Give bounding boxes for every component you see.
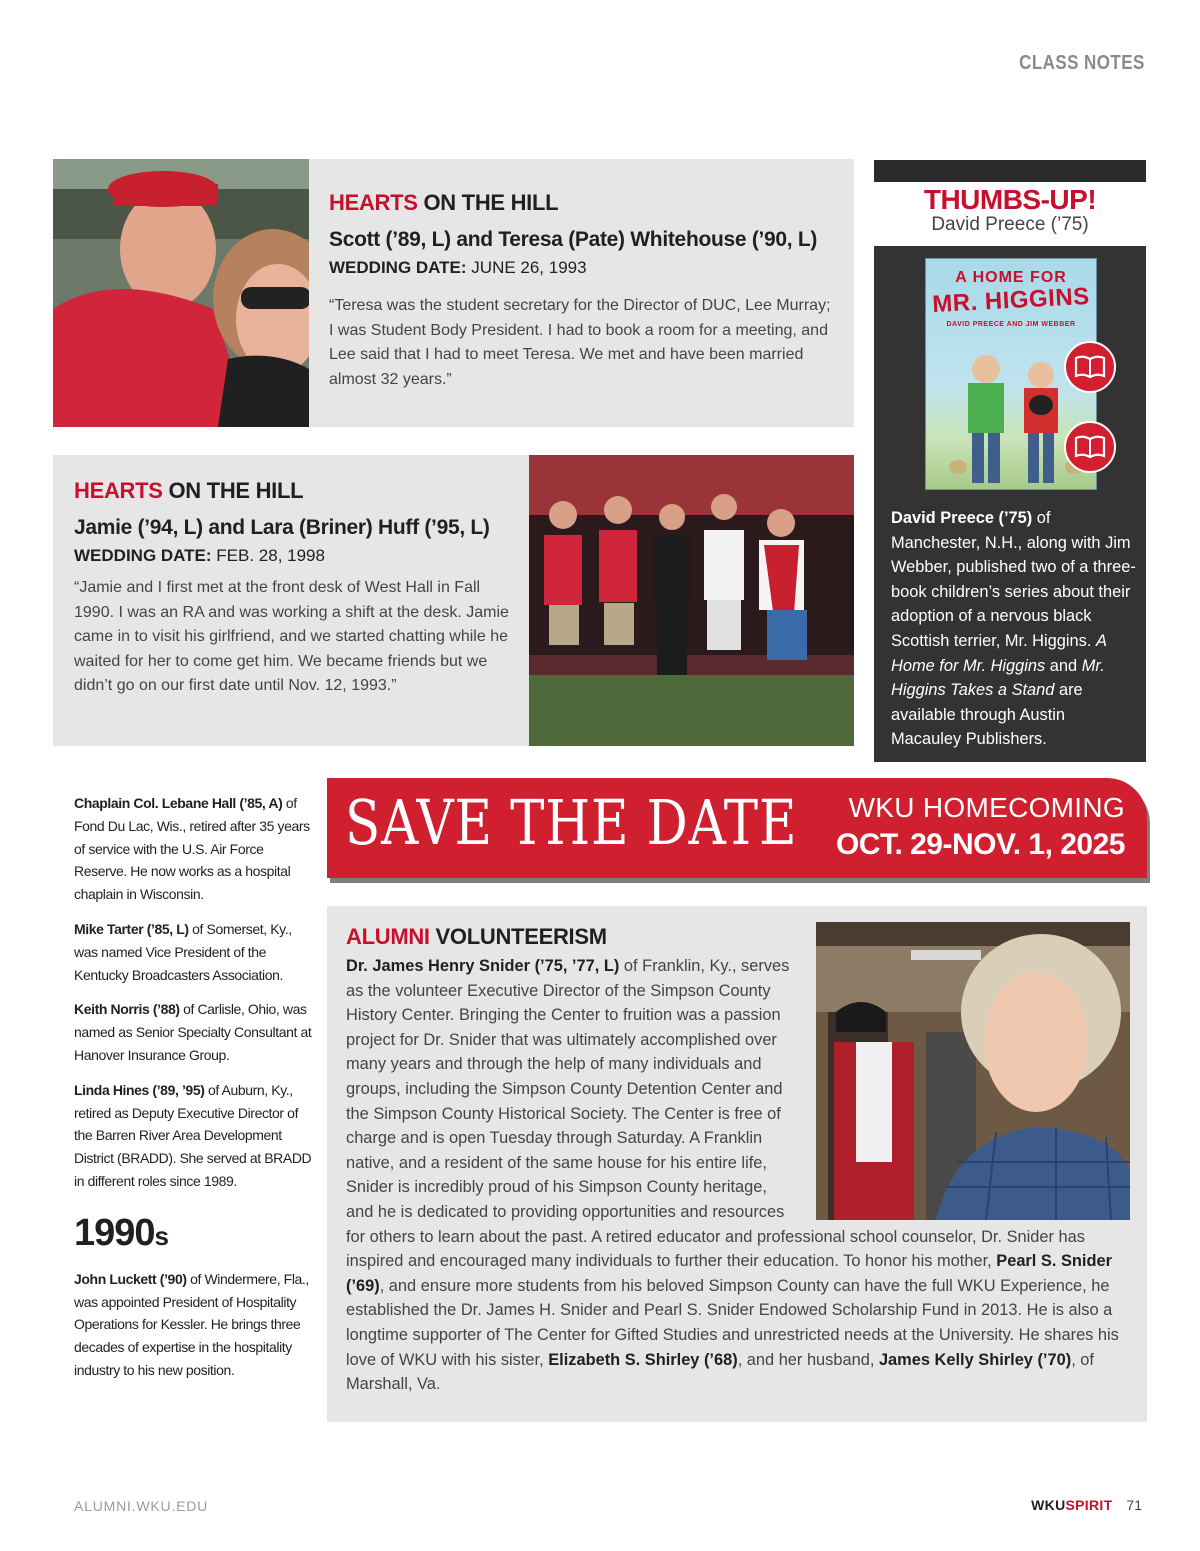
volunteer-text-1: of Franklin, Ky., serves as the volunteer Executive Director of the Simpson County History Center. Bringing the Center to fruition was a passion project for Dr. Snider that was ultimately accomplished over many years and through the help of many individuals and groups, including the Simpson County Detention Center and the Simpson County Historical Society. The Center is free of charge and is open Tuesday through Saturday. A Franklin native, and a resident of the same house for his entire life, Snider is incredibly proud of his Simpson County heritage, and he is dedicated to providing opportunities and resources for others to learn about the past. A retired educator and professional school counselor, Dr. Snider has inspired and encouraged many individuals to further their education. To honor his mother, — [346, 957, 1085, 1271]
thumbs-text-1: of Manchester, N.H., along with Jim Webber, published two of a three-book children’s series about their adoption of a nervous black Scottish terrier, Mr. Higgins. — [891, 509, 1136, 650]
volunteer-text-2: , and ensure more students from his beloved Simpson County can have the full WKU Experience, he established the Dr. James H. Snider and Pearl S. Snider Endowed Scholarship Fund in 2013. He is also a longtime supporter of The Center for Gifted Studies and unrestricted needs at the University. He shares his love of WKU with his sister, — [346, 1276, 1119, 1369]
volunteer-mother: Pearl S. Snider (’69) — [346, 1252, 1112, 1295]
volunteer-sister: Elizabeth S. Shirley (’68) — [548, 1350, 738, 1369]
story2-quote: “Jamie and I first met at the front desk of West Hall in Fall 1990. I was an RA and was working a shift at the desk. Jamie came in to visit his girlfriend, and we started chatting while he waited for her to come get him. We became friends but we didn’t go on our first date until Nov. 12, 1993.” — [74, 579, 509, 695]
page-number: 71 — [1126, 1497, 1142, 1513]
story2-heading — [74, 478, 514, 504]
book-icon[interactable] — [1064, 421, 1116, 473]
story1-quote: “Teresa was the student secretary for the Director of DUC, Lee Murray; I was Student Body President. I had to book a room for a meeting, and Lee said that I had to meet Teresa. We met and have been married almost 32 years.” — [329, 297, 831, 388]
volunteer-body — [346, 954, 1132, 1397]
group-photo-icon — [529, 455, 854, 746]
thumbs-book-title-2: Mr. Higgins Takes a Stand — [891, 656, 1105, 700]
thumbs-and: and — [1045, 656, 1082, 675]
story2-tag-red: HEARTS — [74, 478, 163, 503]
book-authors: DAVID PREECE AND JIM WEBBER — [946, 321, 1076, 328]
story2-wedding-date: FEB. 28, 1998 — [211, 546, 325, 565]
story1-wedding — [329, 258, 839, 278]
footer-url[interactable]: ALUMNI.WKU.EDU — [74, 1498, 209, 1514]
note-item — [74, 998, 314, 1066]
note-item — [74, 1268, 314, 1382]
note-text: of Fond Du Lac, Wis., retired after 35 years of service with the U.S. Air Force Reserve. He now works as a hospital chaplain in Wisconsin. — [74, 795, 310, 903]
decade-suffix: s — [154, 1220, 169, 1251]
decade-heading — [74, 1211, 314, 1258]
volunteer-tag-red: ALUMNI — [346, 924, 430, 949]
thumbs-description — [891, 506, 1136, 752]
note-text: of Windermere, Fla., was appointed President of Hospitality Operations for Kessler. He brings three decades of expertise in the hospitality industry to his new position. — [74, 1270, 309, 1378]
class-notes-column — [74, 792, 314, 1394]
decade-number: 1990 — [74, 1211, 155, 1254]
photo-float-spacer — [798, 954, 1132, 1220]
note-name: Keith Norris (’88) — [74, 1001, 180, 1018]
book-cover — [925, 258, 1097, 490]
story1-heading — [329, 190, 839, 216]
story1-tag-red: HEARTS — [329, 190, 418, 215]
story2-photo — [529, 455, 854, 746]
note-name: Mike Tarter (’85, L) — [74, 920, 189, 937]
couple-photo-icon — [53, 159, 309, 427]
section-label: CLASS NOTES — [1019, 52, 1145, 74]
thumbs-subtitle: David Preece (’75) — [931, 214, 1089, 235]
story2-wedding — [74, 546, 514, 566]
volunteer-text-4: , of Marshall, Va. — [346, 1350, 1094, 1394]
homecoming-label: WKU HOMECOMING — [848, 792, 1125, 823]
story2-tag-dark: ON THE HILL — [162, 478, 304, 503]
thumbs-book-title-1: A Home for Mr. Higgins — [891, 631, 1107, 675]
note-item — [74, 792, 314, 906]
note-item — [74, 918, 314, 986]
save-the-date-banner — [327, 778, 1147, 878]
thumbs-header — [874, 182, 1146, 246]
note-text: of Somerset, Ky., was named Vice President of the Kentucky Broadcasters Association. — [74, 920, 292, 983]
thumbs-text-2: are available through Austin Macauley Publishers. — [891, 681, 1083, 749]
thumbs-panel — [874, 246, 1146, 762]
brand-spirit: SPIRIT — [1065, 1497, 1113, 1513]
story1-wedding-date: JUNE 26, 1993 — [466, 258, 587, 277]
story2-couple: Jamie (’94, L) and Lara (Briner) Huff (’95, L) — [74, 516, 490, 539]
book-title-line1: A HOME FOR — [955, 269, 1067, 286]
story2-wedding-label: WEDDING DATE: — [74, 546, 212, 565]
volunteer-text-3: , and her husband, — [737, 1350, 879, 1369]
book-icon[interactable] — [1064, 341, 1116, 393]
volunteer-article — [346, 924, 1132, 1397]
thumbs-title: THUMBS-UP! — [923, 184, 1097, 215]
footer-brand — [1031, 1497, 1142, 1513]
volunteer-heading — [346, 924, 1132, 950]
thumbs-name: David Preece (’75) — [891, 509, 1033, 527]
note-name: Chaplain Col. Lebane Hall (’85, A) — [74, 795, 283, 811]
note-name: John Luckett (’90) — [74, 1270, 187, 1287]
volunteer-tag-dark: VOLUNTEERISM — [429, 924, 607, 949]
story1-couple: Scott (’89, L) and Teresa (Pate) Whitehouse (’90, L) — [329, 228, 818, 251]
note-item — [74, 1079, 314, 1193]
volunteer-name: Dr. James Henry Snider (’75, ’77, L) — [346, 957, 620, 975]
note-text: of Auburn, Ky., retired as Deputy Executive Director of the Barren River Area Development District (BRADD). She served at BRADD in different roles since 1989. — [74, 1081, 312, 1189]
story1-wedding-label: WEDDING DATE: — [329, 258, 467, 277]
book-title-line2: MR. HIGGINS — [931, 282, 1091, 319]
note-name: Linda Hines (’89, ’95) — [74, 1081, 205, 1098]
note-text: of Carlisle, Ohio, was named as Senior Specialty Consultant at Hanover Insurance Group. — [74, 1001, 312, 1063]
thumbs-top-bar — [874, 160, 1146, 182]
story1-photo — [53, 159, 309, 427]
story1-tag-dark: ON THE HILL — [417, 190, 559, 215]
homecoming-dates: OCT. 29-NOV. 1, 2025 — [835, 828, 1125, 861]
brand-wku: WKU — [1031, 1497, 1066, 1513]
volunteer-husband: James Kelly Shirley (’70) — [878, 1350, 1072, 1369]
save-the-date-title: SAVE THE DATE — [345, 786, 798, 859]
